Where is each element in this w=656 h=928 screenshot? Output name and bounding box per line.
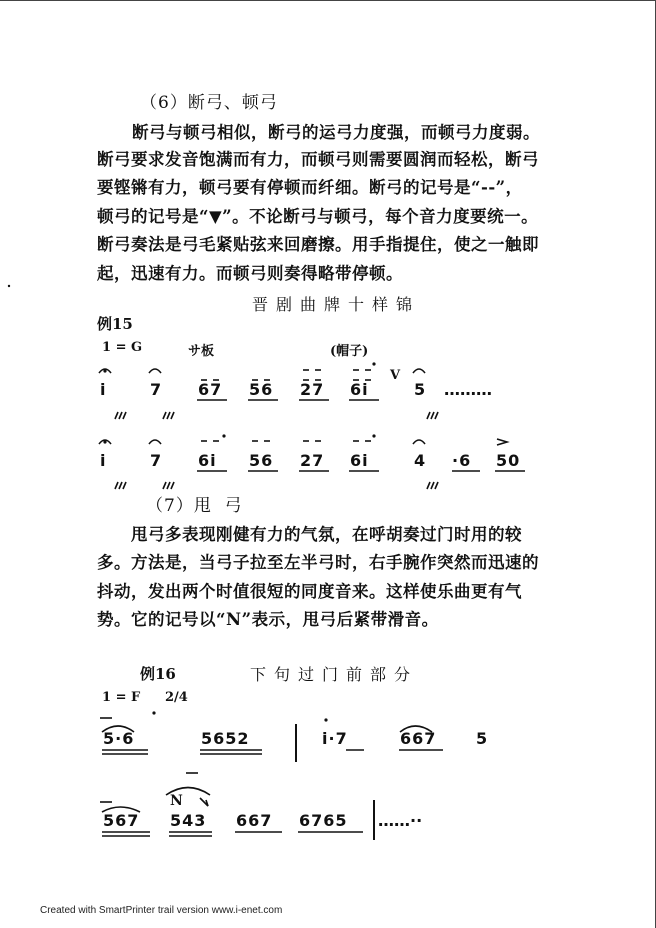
ex15-r2-note-6: 6i [350,451,369,470]
ex15-r1-note-3: 67 [198,380,223,399]
footer-watermark: Created with SmartPrinter trail version www.i-enet.com [40,905,283,916]
fermata-mark [149,369,161,373]
example-16-key: 1 = F [102,690,141,705]
section-7-heading: （7）甩 弓 [146,496,243,516]
example-16-label: 例16 [140,665,176,683]
ex15-r1-note-5: 27 [300,380,325,399]
ex16-r2-note-1: 567 [103,811,140,830]
ex15-r1-note-6: 6i [350,380,369,399]
example-16-title: 下句过门前部分 [250,665,419,684]
section-7-line-2: 多。方法是，当弓子拉至左半弓时，右手腕作突然而迅速的 [97,553,539,572]
ex16-r2-note-4: 6765 [299,811,348,830]
ex15-r2-note-1: i [100,451,107,470]
section-6-line-6: 起，迅速有力。而顿弓则奏得略带停顿。 [97,264,403,283]
shake-mark: N [170,793,183,809]
ex16-r1-note-5: 5 [476,729,489,748]
ex15-r1-ellipsis: ……… [444,380,492,399]
example-16-meter: 2/4 [165,690,188,705]
ex16-r2-ellipsis: ……·· [378,811,423,830]
section-6-line-3: 要铿锵有力，顿弓要有停顿而纤细。断弓的记号是“--”， [97,178,523,197]
ex15-r2-note-5: 27 [300,451,325,470]
ex15-r1-note-4: 56 [249,380,274,399]
example-15-annotation: (帽子) [330,344,369,359]
ex15-r1-note-2: 7 [150,380,163,399]
ex16-r2-note-3: 667 [236,811,273,830]
fermata-mark [413,369,425,373]
ex15-r2-note-7: 4 [414,451,427,470]
section-7-line-3: 抖动，发出两个时值很短的同度音来。这样使乐曲更有气 [97,582,522,601]
example-15-label: 例15 [97,315,133,333]
ex16-r1-note-4: 667 [400,729,437,748]
section-7-line-4: 势。它的记号以“N”表示，甩弓后紧带滑音。 [97,610,439,629]
section-6-line-4: 顿弓的记号是“▼”。不论断弓与顿弓，每个音力度要统一。 [97,207,539,226]
ex15-r2-note-9: 50 [496,451,521,470]
section-6-line-2: 断弓要求发音饱满而有力，而顿弓则需要圆润而轻松，断弓 [97,150,539,169]
breath-mark: V [390,368,401,383]
example-15-tempo: サ板 [188,344,215,359]
example-15-key: 1 = G [102,340,143,355]
ex15-r2-note-2: 7 [150,451,163,470]
section-6-line-1: 断弓与顿弓相似，断弓的运弓力度强，而顿弓力度弱。 [132,123,540,142]
ex16-r1-note-3: i·7 [322,729,348,748]
example-15-title: 晋剧曲牌十样锦 [252,295,421,314]
ex15-r1-note-7: 5 [414,380,427,399]
ex15-r2-note-4: 56 [249,451,274,470]
ex16-r1-note-1: 5·6 [103,729,135,748]
ex15-r2-note-8: ·6 [452,451,472,470]
section-7-line-1: 甩弓多表现刚健有力的气氛，在呼胡奏过门时用的较 [131,525,522,544]
ex16-r1-note-2: 5652 [201,729,250,748]
ex15-r2-note-3: 6i [198,451,217,470]
section-6-line-5: 断弓奏法是弓毛紧贴弦来回磨擦。用手指提住，使之一触即 [97,235,539,254]
section-6-heading: （6）断弓、顿弓 [140,93,278,113]
ex15-r1-note-1: i [100,380,107,399]
meter-dot [152,711,155,714]
ex16-r2-note-2: 543 [170,811,207,830]
